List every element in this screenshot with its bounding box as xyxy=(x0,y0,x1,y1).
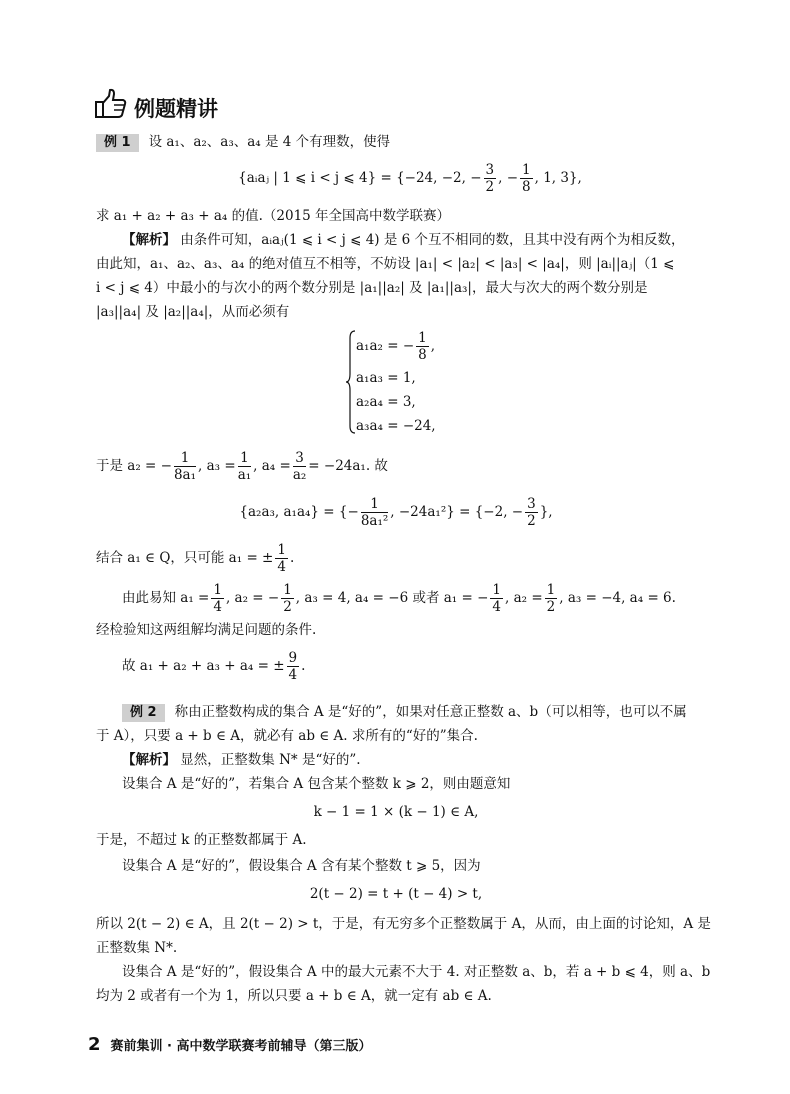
example2-solution xyxy=(96,750,722,770)
eq-part: }, xyxy=(539,504,553,520)
solution-line-2: 由此知，a₁、a₂、a₃、a₄ 的绝对值互不相等，不妨设 |a₁| < |a₂| < |a₃| < |a₄|，则 |aᵢ||aⱼ|（1 ⩽ xyxy=(96,256,675,272)
paragraph: 均为 2 或者有一个为 1，所以只要 a + b ∈ A，就一定有 ab ∈ A. xyxy=(96,988,492,1004)
paragraph: 所以 2(t − 2) ∈ A，且 2(t − 2) > t，于是，有无穷多个正整数属于 A，从而，由上面的讨论知，A 是 xyxy=(96,916,711,932)
eq-part: , a₃ = −4, a₄ = 6. xyxy=(559,590,676,606)
denominator: 4 xyxy=(288,667,298,683)
solution-line-3: i < j ⩽ 4）中最小的与次小的两个数分别是 |a₁||a₂| 及 |a₁||a₃|，最大与次大的两个数分别是 xyxy=(96,280,648,296)
fraction xyxy=(525,496,538,529)
eq-part: 于是 a₂ = − xyxy=(96,458,172,474)
eq-part: , − xyxy=(498,170,519,186)
eq-part: . xyxy=(301,658,306,674)
set-equation-1 xyxy=(130,162,690,195)
fraction xyxy=(238,450,251,483)
denominator: 2 xyxy=(527,513,536,529)
denominator: 2 xyxy=(283,599,292,615)
eq-part: = −24a₁. 故 xyxy=(308,458,388,474)
paragraph: 设集合 A 是“好的”，若集合 A 包含某个整数 k ⩾ 2，则由题意知 xyxy=(122,776,511,792)
lead-text: 设 a₁、a₂、a₃、a₄ 是 4 个有理数，使得 xyxy=(148,134,391,150)
system-eq-4: a₃a₄ = −24, xyxy=(356,418,436,434)
denominator: 8a₁² xyxy=(360,513,389,529)
numerator: 1 xyxy=(238,450,251,467)
denominator: 2 xyxy=(485,179,495,195)
denominator: 4 xyxy=(492,599,502,615)
eq-part: 结合 a₁ ∈ Q，只可能 a₁ = ± xyxy=(96,550,274,566)
equation: k − 1 = 1 × (k − 1) ∈ A, xyxy=(313,804,479,820)
solution-text: 由条件可知，aᵢaⱼ(1 ⩽ i < j ⩽ 4) 是 6 个互不相同的数，且其中没有两个为相反数， xyxy=(180,232,685,248)
system-eq-3: a₂a₄ = 3, xyxy=(356,394,416,410)
thus-line xyxy=(96,450,696,483)
solution-label: 【解析】 xyxy=(122,752,176,768)
verify-line: 经检验知这两组解均满足问题的条件. xyxy=(96,622,317,638)
thumbs-up-icon xyxy=(94,88,128,120)
denominator: 8 xyxy=(522,179,531,195)
set-equation-2 xyxy=(96,496,696,529)
fraction xyxy=(174,450,196,483)
denominator: 4 xyxy=(213,599,222,615)
eq-part: , a₂ = − xyxy=(225,590,280,606)
fraction xyxy=(520,162,533,195)
example2-line-2: 于 A），只要 a + b ∈ A，就必有 ab ∈ A. 求所有的“好的”集合. xyxy=(96,728,478,744)
eq-part: , 1, 3}, xyxy=(534,170,582,186)
eq-part: , a₃ = 4, a₄ = −6 或者 a₁ = − xyxy=(295,590,489,606)
eq-part: 故 a₁ + a₂ + a₃ + a₄ = ± xyxy=(122,658,285,674)
solution-line-1 xyxy=(96,230,722,250)
numerator: 1 xyxy=(213,582,222,598)
fraction xyxy=(361,496,388,529)
final-line xyxy=(96,650,722,683)
denominator: 8a₁ xyxy=(173,467,197,483)
question-text: 求 a₁ + a₂ + a₃ + a₄ 的值.（2015 年全国高中数学联赛） xyxy=(96,208,451,224)
system-eq-2: a₁a₃ = 1, xyxy=(356,370,416,386)
solution-line-4: |a₃||a₄| 及 |a₂||a₄|，从而必须有 xyxy=(96,304,290,320)
numerator: 1 xyxy=(522,162,531,178)
example-tag: 例 2 xyxy=(122,704,165,722)
fraction xyxy=(275,542,288,575)
fraction xyxy=(287,650,300,683)
numerator: 1 xyxy=(418,330,427,346)
denominator: a₂ xyxy=(292,467,307,483)
eq-part: , −24a₁²} = {−2, − xyxy=(390,504,524,520)
denominator: 8 xyxy=(418,347,427,363)
numerator: 1 xyxy=(277,542,286,558)
fraction xyxy=(416,330,429,363)
numerator: 1 xyxy=(174,450,196,467)
solution-text: 显然，正整数集 N* 是“好的”. xyxy=(180,752,361,768)
fraction xyxy=(545,582,558,615)
section-title: 例题精讲 xyxy=(134,97,218,121)
fraction xyxy=(211,582,224,615)
paragraph: 设集合 A 是“好的”，假设集合 A 含有某个整数 t ⩾ 5，因为 xyxy=(122,858,481,874)
eq-part: a₁a₂ = − xyxy=(356,338,415,354)
example2-line-1 xyxy=(96,702,722,722)
denominator: 4 xyxy=(277,559,286,575)
page-number: 2 xyxy=(88,1034,101,1055)
eq-part: , xyxy=(430,338,436,354)
eq-part: {aᵢaⱼ | 1 ⩽ i < j ⩽ 4} = {−24, −2, − xyxy=(238,170,482,186)
page-footer xyxy=(88,1034,372,1055)
system-eq-1 xyxy=(356,330,435,363)
numerator: 3 xyxy=(527,496,536,512)
easy-line xyxy=(96,582,722,615)
left-brace xyxy=(346,330,356,434)
eq-part: {a₂a₃, a₁a₄} = {− xyxy=(239,504,359,520)
eq-part: , a₃ = xyxy=(198,458,236,474)
eq-part: . xyxy=(289,550,295,566)
numerator: 3 xyxy=(485,162,495,178)
fraction xyxy=(293,450,306,483)
denominator: a₁ xyxy=(237,467,252,483)
lead-text: 称由正整数构成的集合 A 是“好的”，如果对任意正整数 a、b（可以相等，也可以不属 xyxy=(174,704,687,720)
fraction xyxy=(281,582,294,615)
numerator: 3 xyxy=(293,450,306,467)
eq-part: 由此易知 a₁ = xyxy=(122,590,210,606)
eq-part: , a₂ = xyxy=(505,590,543,606)
numerator: 1 xyxy=(361,496,388,513)
example1-lead xyxy=(96,132,696,152)
paragraph: 于是，不超过 k 的正整数都属于 A. xyxy=(96,832,307,848)
denominator: 2 xyxy=(546,599,556,615)
numerator: 1 xyxy=(492,582,502,598)
fraction xyxy=(490,582,503,615)
eq-part: , a₄ = xyxy=(253,458,291,474)
book-title: 赛前集训 · 高中数学联赛考前辅导（第三版） xyxy=(110,1039,372,1054)
solution-label: 【解析】 xyxy=(122,232,176,248)
numerator: 1 xyxy=(546,582,556,598)
paragraph: 正整数集 N*. xyxy=(96,940,178,956)
numerator: 9 xyxy=(288,650,298,666)
combine-line xyxy=(96,542,696,575)
example-tag: 例 1 xyxy=(96,134,139,152)
equation: 2(t − 2) = t + (t − 4) > t, xyxy=(309,886,483,902)
paragraph: 设集合 A 是“好的”，假设集合 A 中的最大元素不大于 4. 对正整数 a、b，若 a + b ⩽ 4，则 a、b xyxy=(122,964,711,980)
fraction xyxy=(484,162,497,195)
numerator: 1 xyxy=(283,582,292,598)
